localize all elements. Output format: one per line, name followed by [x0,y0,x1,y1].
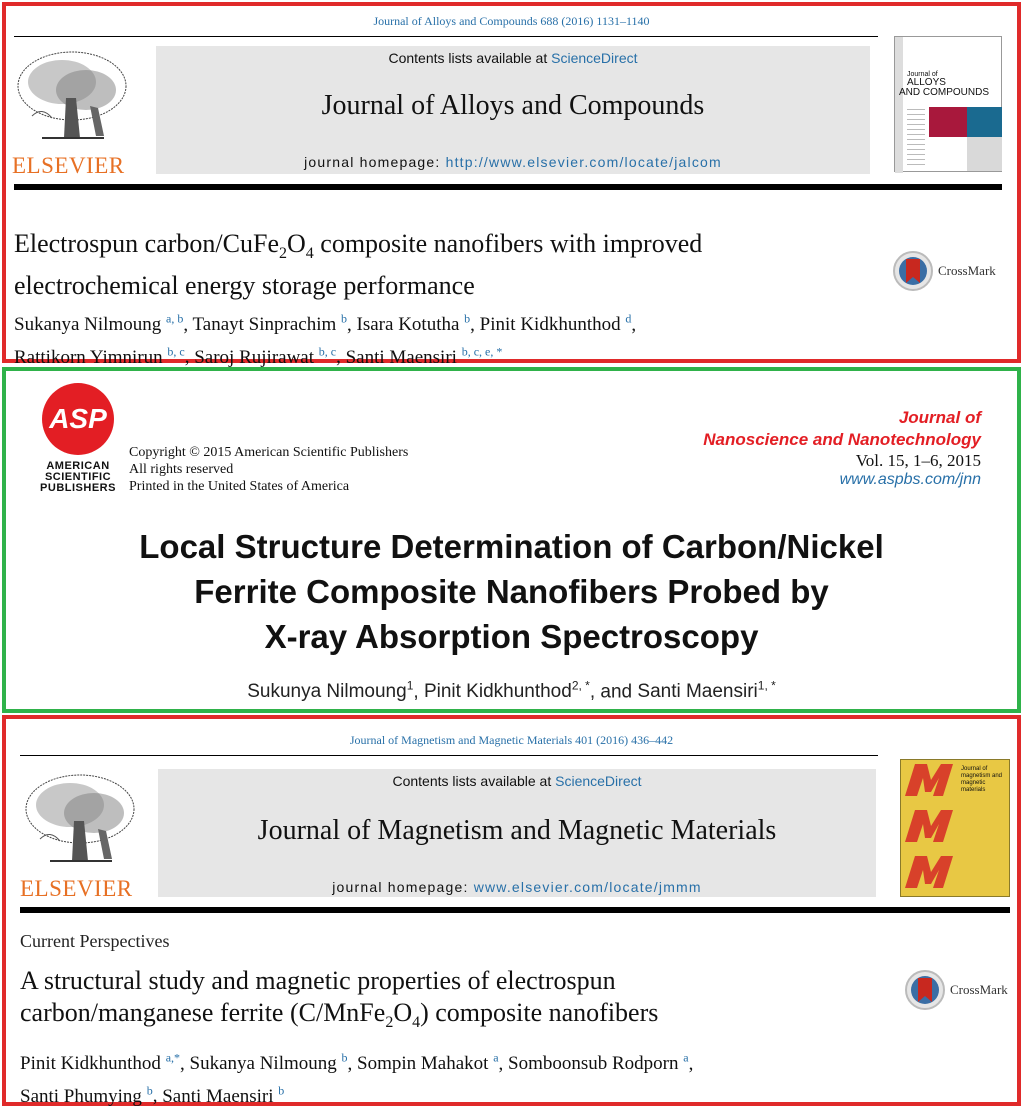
author[interactable]: Santi Maensiri$^{1, *}$ [637,679,776,703]
homepage-line [156,154,870,170]
journal-header-box [158,769,876,897]
sciencedirect-link[interactable]: ScienceDirect [555,773,642,789]
crossmark-icon [904,969,946,1011]
elsevier-tree-icon [12,46,130,144]
author[interactable]: Sompin Mahakot $^a$ [357,1051,499,1075]
jnn-masthead [703,407,981,489]
author[interactable]: Santi Maensiri $^b$ [162,1083,285,1107]
contents-prefix: Contents lists available at [392,773,556,789]
author[interactable]: Somboonsub Rodporn $^a$ [508,1051,689,1075]
homepage-prefix: journal homepage: [332,879,474,895]
header-thick-rule [14,184,1002,190]
author-list: Sukunya Nilmoung$^1$, Pinit Kidkhunthod$^{2, *}$, and Santi Maensiri$^{1, *}$ [247,679,776,703]
author-list: Pinit Kidkhunthod $^{a,*}$, Sukanya Nilmoung $^b$, Sompin Mahakot $^a$, Somboonsub Rodporn $^a$, Santi Phumying $^b$, Santi Maensiri $^b$ [20,1051,694,1107]
journal-reference[interactable]: Journal of Alloys and Compounds 688 (2016) 1131–1140 [373,14,650,28]
asp-logo-name-3: PUBLISHERS [40,482,116,494]
journal-reference[interactable]: Journal of Magnetism and Magnetic Materials 401 (2016) 436–442 [349,733,674,747]
cover-red-block [929,107,967,137]
jnn-url-link[interactable]: www.aspbs.com/jnn [839,471,981,488]
author[interactable]: Pinit Kidkhunthod $^d$ [479,312,632,336]
homepage-prefix: journal homepage: [304,154,446,170]
elsevier-wordmark: ELSEVIER [12,153,125,178]
author[interactable]: Tanayt Sinprachim $^b$ [192,312,348,336]
author[interactable]: Sukanya Nilmoung $^{a, b}$ [14,312,184,336]
homepage-link[interactable]: http://www.elsevier.com/locate/jalcom [445,154,722,170]
crossmark-badge[interactable]: CrossMark [892,250,996,292]
contents-line [158,773,876,789]
author[interactable]: Rattikorn Yimnirun $^{b, c}$ [14,344,185,368]
author[interactable]: Sukunya Nilmoung$^1$ [247,679,414,703]
cover-blue-block [967,107,1002,137]
cover-line1: Journal of [907,71,938,78]
jmmm-article-panel [2,715,1021,1106]
jnn-journal-line2: Nanoscience and Nanotechnology [703,430,981,449]
asp-logo[interactable] [38,383,118,494]
journal-header-box [156,46,870,174]
cover-line3: AND COMPOUNDS [899,87,990,98]
homepage-link[interactable]: www.elsevier.com/locate/jmmm [473,879,702,895]
contents-prefix: Contents lists available at [388,50,552,66]
asp-logo-circle: ASP [42,383,114,455]
article-title[interactable]: Electrospun carbon/$CuFe_2O_4$ composite nanofibers with improved electrochemical energy storage performance [14,229,703,301]
article-title[interactable]: Local Structure Determination of Carbon/Nickel Ferrite Composite Nanofibers Probed by X-ray Absorption Spectroscopy [139,528,884,655]
cover-title: Journal of magnetism and magnetic materials [961,766,1003,793]
sciencedirect-link[interactable]: ScienceDirect [551,50,638,66]
author[interactable]: Pinit Kidkhunthod $^{a,*}$ [20,1051,181,1075]
elsevier-logo[interactable] [20,769,138,901]
copyright-block: Copyright © 2015 American Scientific Publishers All rights reserved Printed in the United States of America [129,445,409,494]
header-rule [20,755,878,756]
author[interactable]: Saroj Rujirawat $^{b, c}$ [194,344,337,368]
crossmark-icon [892,250,934,292]
article-title[interactable]: A structural study and magnetic properties of electrospun carbon/manganese ferrite $(C/MnFe_2O_4)$ composite nanofibers [20,966,659,1032]
journal-name: Journal of Magnetism and Magnetic Materials [257,815,777,846]
homepage-line [158,879,876,895]
asp-logo-name-2: SCIENTIFIC [44,471,112,483]
contents-line [156,50,870,66]
jnn-journal-line1: Journal of [898,408,981,427]
journal-name: Journal of Alloys and Compounds [321,90,705,121]
elsevier-logo[interactable] [12,46,130,178]
author[interactable]: Isara Kotutha $^b$ [356,312,471,336]
author[interactable]: Pinit Kidkhunthod$^{2, *}$ [423,679,590,703]
journal-cover-image[interactable] [894,36,1002,172]
author[interactable]: Sukanya Nilmoung $^b$ [189,1051,348,1075]
author[interactable]: Santi Phumying $^b$ [20,1083,153,1107]
cover-line2: ALLOYS [907,77,946,88]
header-rule [14,36,878,37]
jnn-volume: Vol. 15, 1–6, 2015 [855,451,981,470]
asp-logo-name-1: AMERICAN [46,460,110,472]
author[interactable]: Santi Maensiri $^{b, c, e, *}$ [345,344,503,368]
alloys-article-panel [2,2,1021,368]
journal-cover-image[interactable] [900,759,1010,897]
author-list: Sukanya Nilmoung $^{a, b}$, Tanayt Sinprachim $^b$, Isara Kotutha $^b$, Pinit Kidkhunthod $^d$, Rattikorn Yimnirun $^{b, c}$, Saroj Rujirawat $^{b, c}$, Santi Maensiri $^{b, c, e, *}$ [14,312,637,368]
elsevier-tree-icon [20,769,138,867]
crossmark-badge[interactable]: CrossMark [904,969,1008,1011]
header-thick-rule [20,907,1010,913]
elsevier-wordmark: ELSEVIER [20,876,133,901]
jnn-article-panel [2,367,1021,713]
section-label: Current Perspectives [20,931,170,951]
